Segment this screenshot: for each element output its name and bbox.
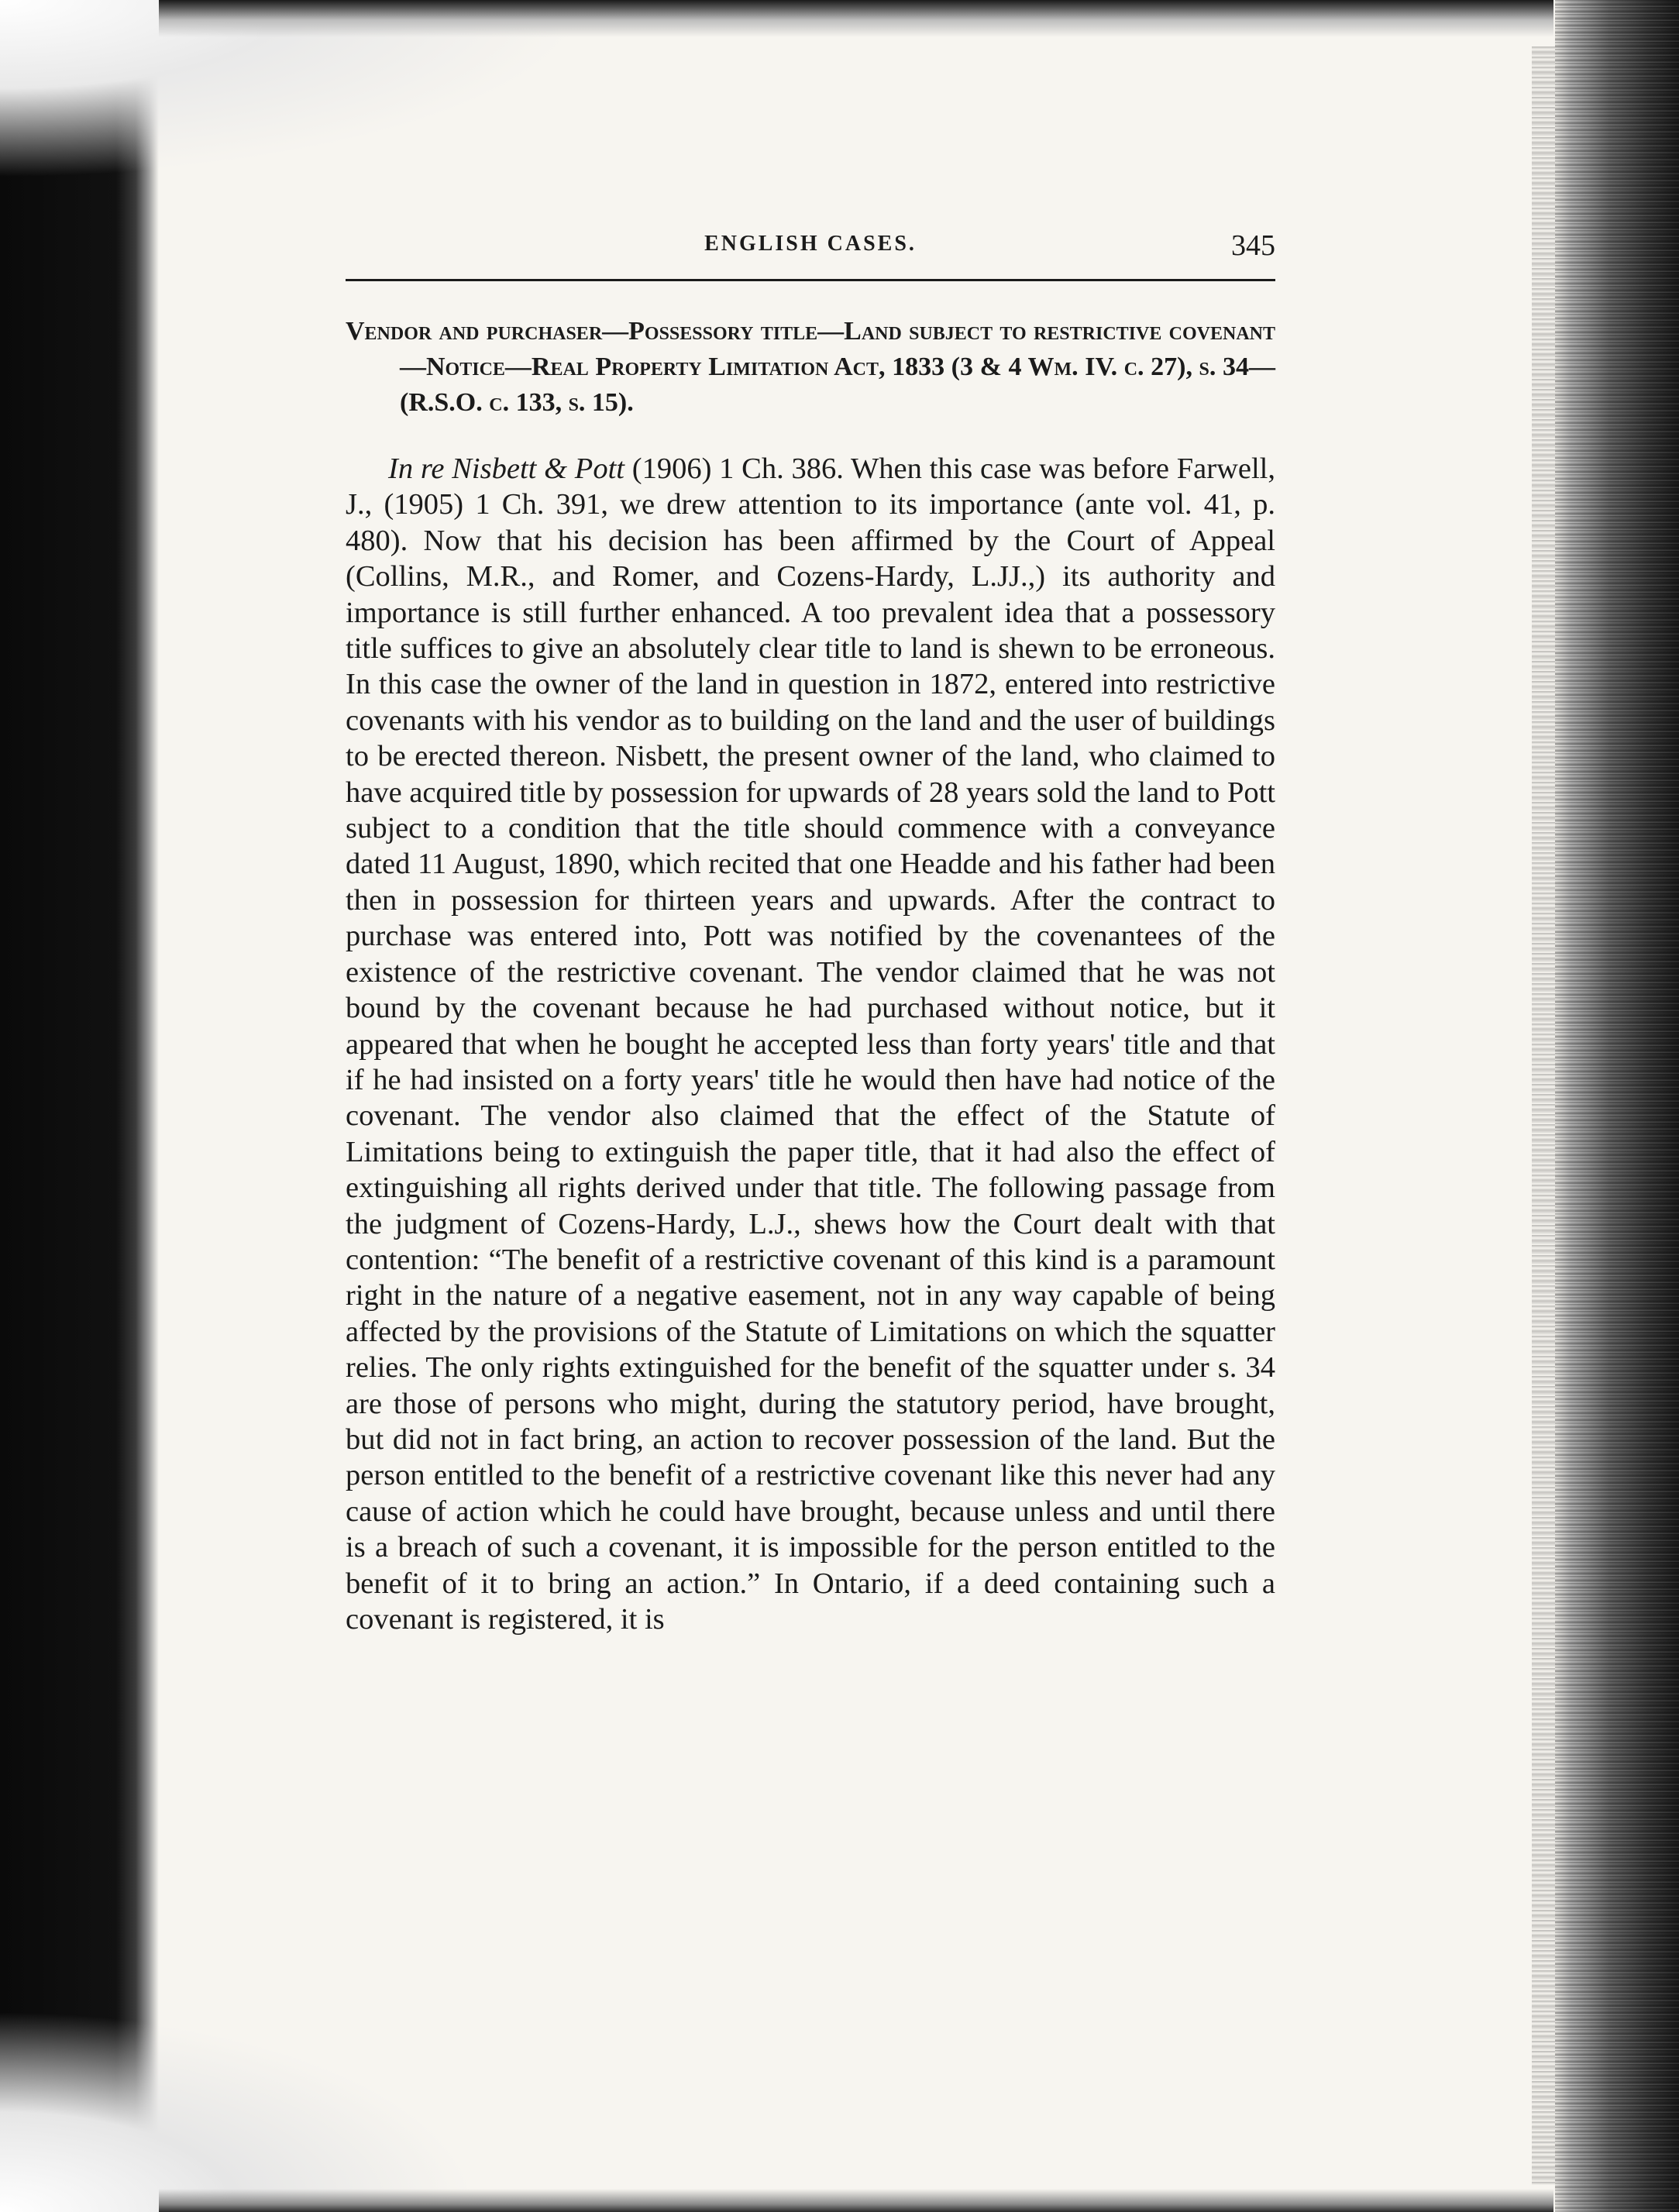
book-gutter-shadow (0, 0, 159, 2212)
page-header (346, 229, 1275, 275)
page-top-edge (159, 0, 1553, 37)
case-report-paragraph (346, 451, 1275, 1637)
case-name: In re Nisbett & Pott (388, 452, 624, 485)
page-fore-edge (1555, 0, 1679, 2212)
page-bottom-edge (159, 2189, 1553, 2212)
scan-glare-bottom (0, 2011, 480, 2212)
page-number: 345 (1231, 229, 1275, 262)
case-heading-text: Vendor and purchaser—Possessory title—Land subject to restrictive covenant—Notice—Real Property Limitation Act, 1833 (3 & 4 Wm. IV. c. 27), s. 34—(R.S.O. c. 133, s. 15). (346, 317, 1275, 417)
page-stack-lines (1532, 46, 1555, 2185)
case-report-text: (1906) 1 Ch. 386. When this case was before Farwell, J., (1905) 1 Ch. 391, we drew attention to its importance (ante vol. 41, p. 480). Now that his decision has been affirmed by the Court of Appeal (Collins, M.R., and Romer, and Cozens-Hardy, L.JJ.,) its authority and importance is still further enhanced. A too prevalent idea that a possessory title suffices to give an absolutely clear title to land is shewn to be erroneous. In this case the owner of the land in question in 1872, entered into restrictive covenants with his vendor as to building on the land and the user of buildings to be erected thereon. Nisbett, the present owner of the land, who claimed to have acquired title by possession for upwards of 28 years sold the land to Pott subject to a condition that the title should commence with a conveyance dated 11 August, 1890, which recited that one Headde and his father had been then in possession for thirteen years and upwards. After the contract to purchase was entered into, Pott was notified by the covenantees of the existence of the restrictive covenant. The vendor claimed that he was not bound by the covenant because he had purchased without notice, but it appeared that when he bought he accepted less than forty years' title and that if he had insisted on a forty years' title he would then have had notice of the covenant. The vendor also claimed that the effect of the Statute of Limitations being to extinguish the paper title, that it had also the effect of extinguishing all rights derived under that title. The following passage from the judgment of Cozens-Hardy, L.J., shews how the Court dealt with that contention: “The benefit of a restrictive covenant of this kind is a paramount right in the nature of a negative easement, not in any way capable of being affected by the provisions of the Statute of Limitations on which the squatter relies. The only rights extinguished for the benefit of the squatter under s. 34 are those of persons who might, during the statutory period, have brought, but did not in fact bring, an action to recover possession of the land. But the person entitled to the benefit of a restrictive covenant like this never had any cause of action which he could have brought, because unless and until there is a breach of such a covenant, it is impossible for the person entitled to the benefit of it to bring an action.” In Ontario, if a deed containing such a covenant is registered, it is (346, 452, 1275, 1636)
header-rule (346, 279, 1275, 281)
running-head: ENGLISH CASES. (704, 232, 917, 256)
case-heading (346, 314, 1275, 421)
